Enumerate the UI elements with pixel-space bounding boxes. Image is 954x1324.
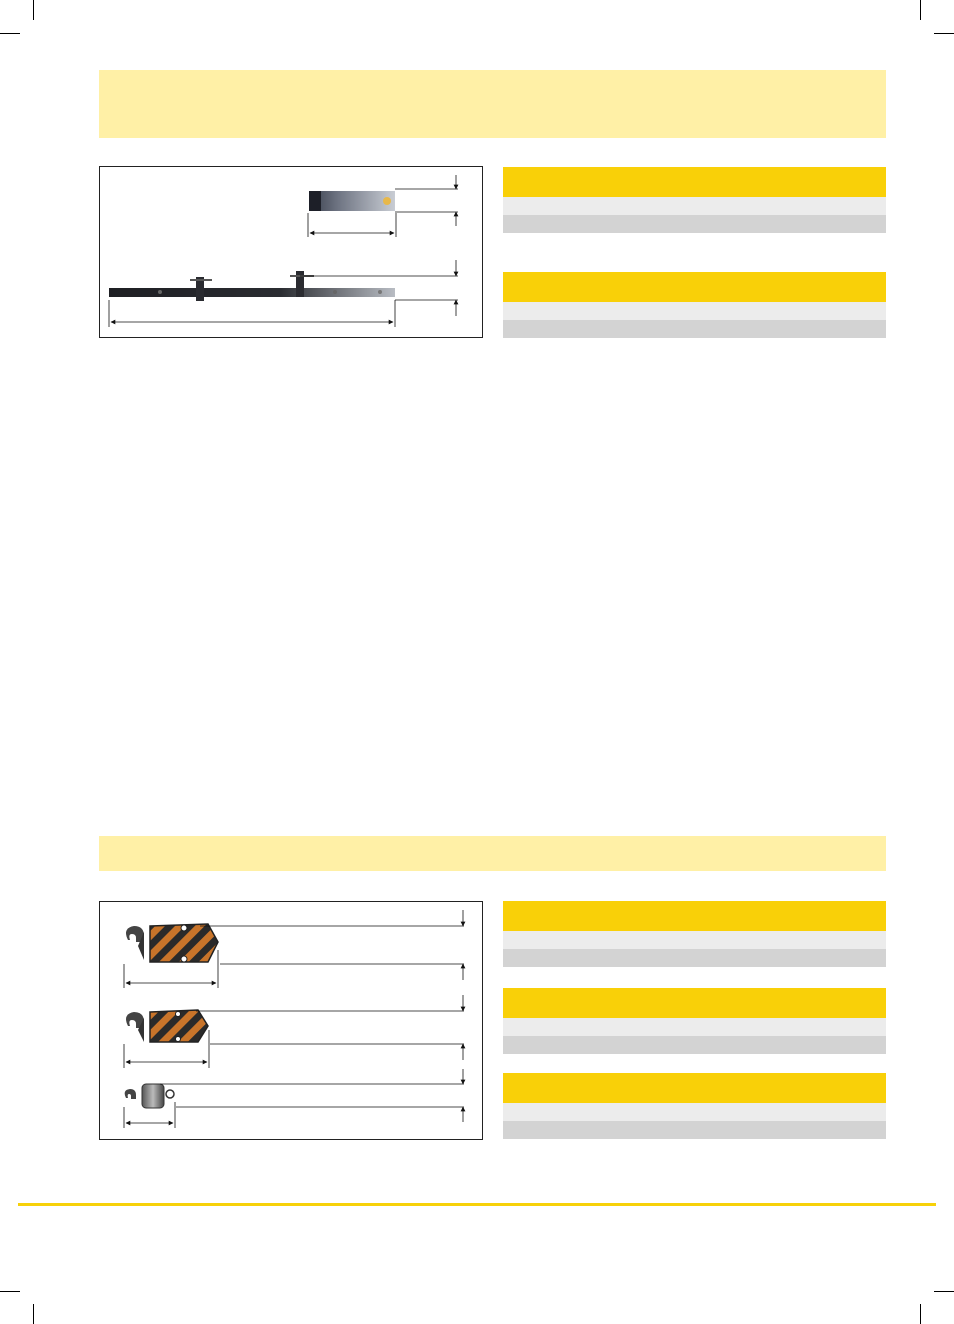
table-header — [503, 167, 886, 197]
footer-rule — [18, 1203, 936, 1206]
spec-table — [503, 272, 886, 338]
table-header — [503, 272, 886, 302]
crop-mark — [920, 1304, 921, 1324]
jib-segment-icon — [309, 191, 395, 211]
table-header — [503, 901, 886, 931]
crop-mark — [0, 1291, 20, 1292]
table-header — [503, 1073, 886, 1103]
table-row — [503, 1103, 886, 1121]
lattice-extension-icon — [109, 271, 395, 301]
spec-table — [503, 988, 886, 1054]
hook-block-medium-icon — [126, 1010, 208, 1042]
table-row — [503, 302, 886, 320]
jib-drawing — [100, 167, 484, 339]
table-header — [503, 988, 886, 1018]
table-row — [503, 931, 886, 949]
table-row — [503, 949, 886, 967]
section-banner-hooks — [99, 836, 886, 871]
hook-block-dimension-figure — [99, 901, 483, 1140]
spec-table — [503, 1073, 886, 1139]
table-row — [503, 320, 886, 338]
crop-mark — [33, 0, 34, 20]
crop-mark — [920, 0, 921, 20]
hook-block-large-icon — [126, 924, 218, 962]
crop-mark — [0, 33, 20, 34]
crop-mark — [33, 1304, 34, 1324]
spec-table — [503, 901, 886, 967]
section-banner-jib — [99, 70, 886, 138]
jib-dimension-figure — [99, 166, 483, 338]
hook-ball-icon — [125, 1084, 174, 1108]
spec-table — [503, 167, 886, 233]
table-row — [503, 197, 886, 215]
table-row — [503, 1121, 886, 1139]
table-row — [503, 1018, 886, 1036]
hook-drawing — [100, 902, 484, 1141]
table-row — [503, 215, 886, 233]
crop-mark — [934, 1291, 954, 1292]
table-row — [503, 1036, 886, 1054]
crop-mark — [934, 33, 954, 34]
